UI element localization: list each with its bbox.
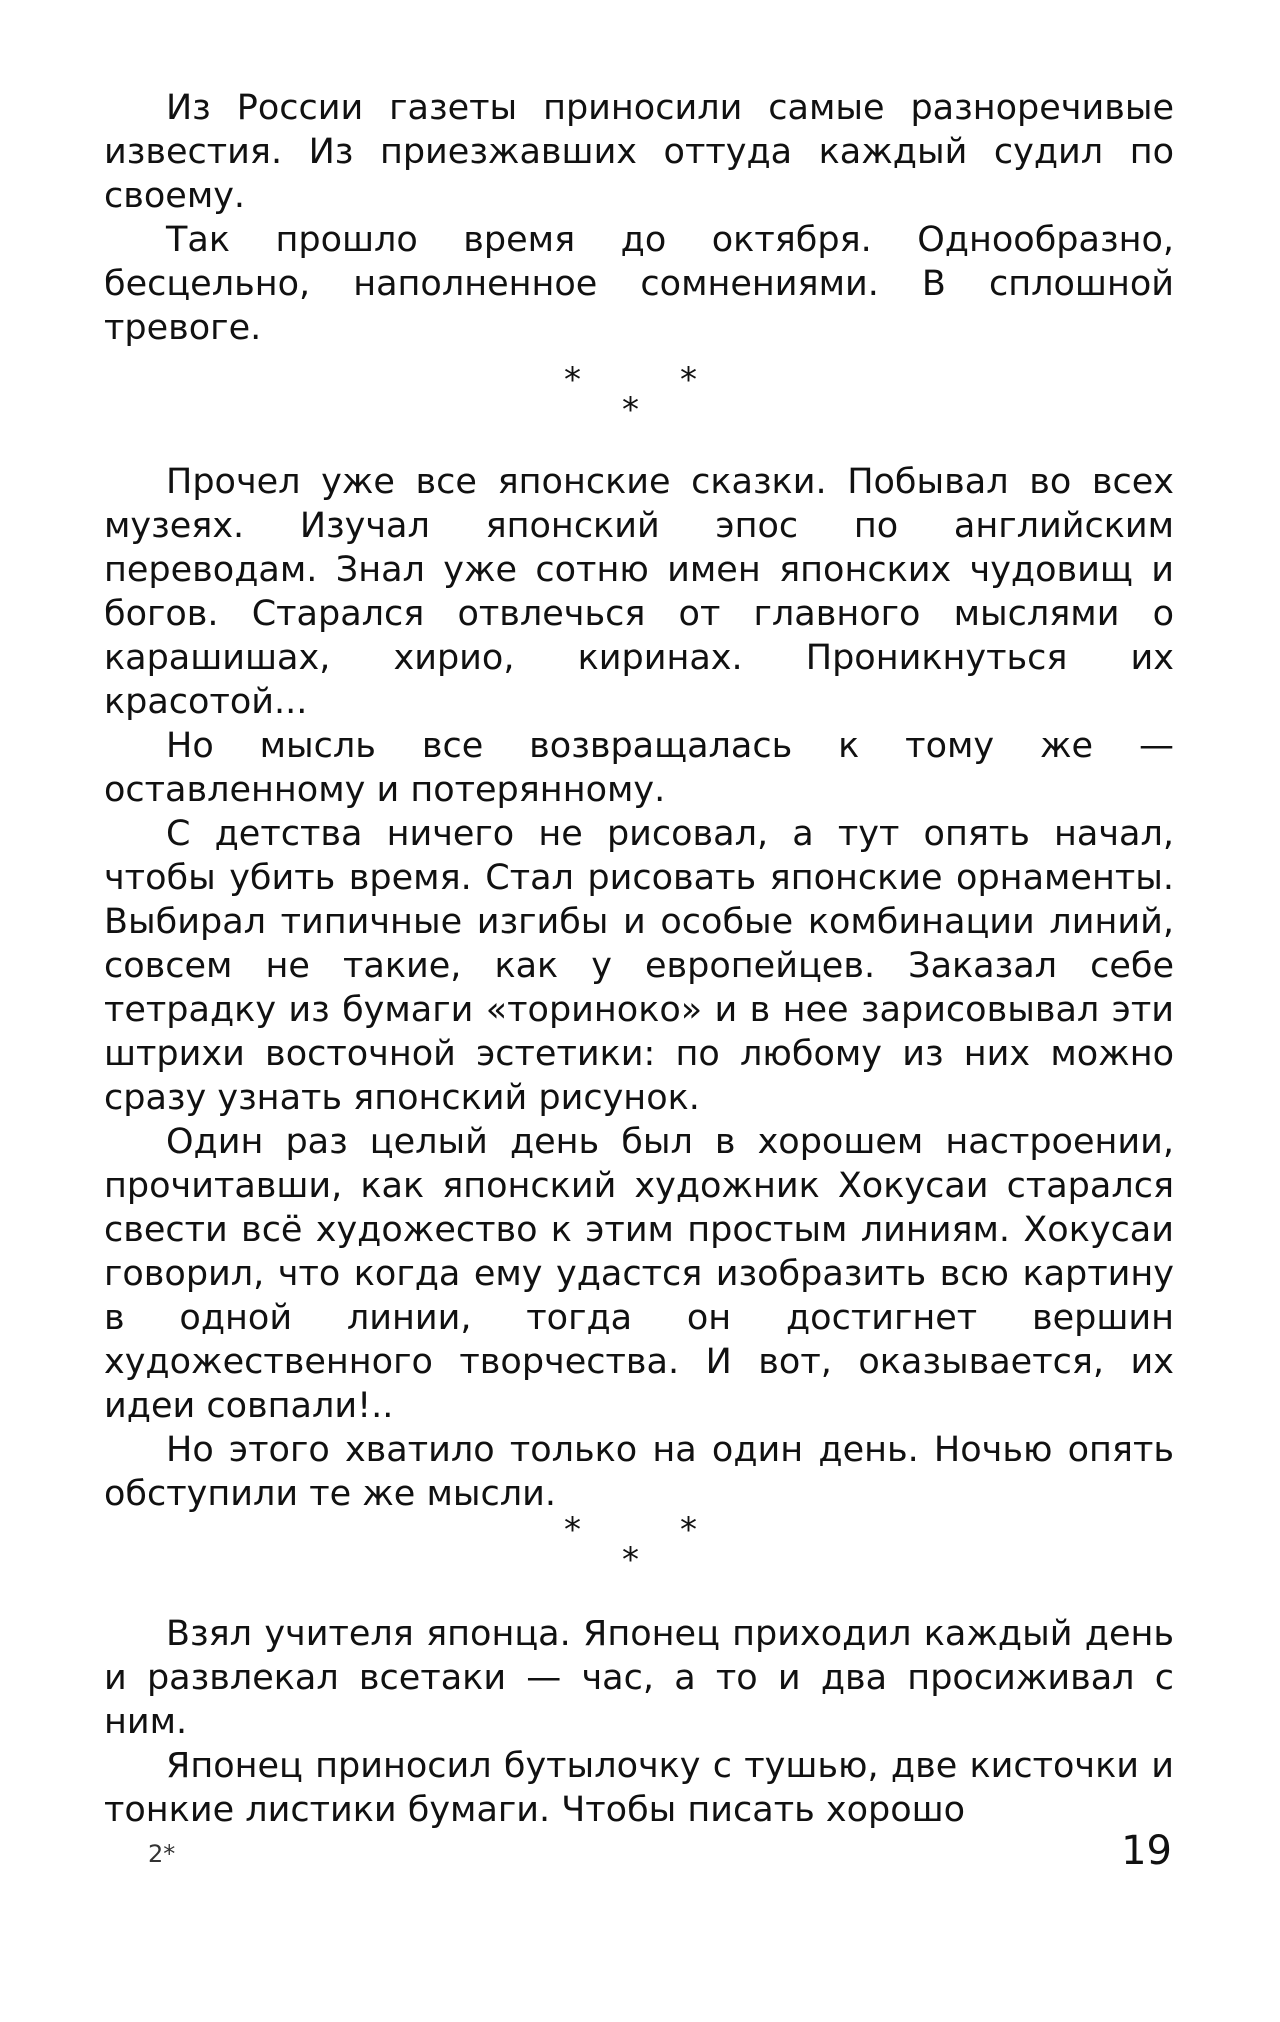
section-separator — [540, 360, 740, 430]
asterisk-mark: * — [564, 1510, 581, 1550]
text-section-2 — [104, 460, 1174, 1516]
paragraph: Один раз целый день был в хорошем настроении, прочитавши, как японский художник Хокусаи старался свести всё художество к этим простым линиям. Хокусаи говорил, что когда ему удастся изобразить всю картину в одной линии, тогда он достигнет вершин художественного творчества. И вот, оказывается, их идеи совпали!.. — [104, 1122, 1174, 1426]
paragraph: С детства ничего не рисовал, а тут опять начал, чтобы убить время. Стал рисовать японские орнаменты. Выбирал типичные изгибы и особые комбинации линий, совсем не такие, как у европейцев. Заказал себе тетрадку из бумаги «ториноко» и в нее зарисовывал эти штрихи восточной эстетики: по любому из них можно сразу узнать японский рисунок. — [104, 814, 1174, 1118]
asterisk-mark: * — [622, 390, 639, 430]
section-separator — [540, 1510, 740, 1580]
asterisk-mark: * — [622, 1540, 639, 1580]
paragraph: Но этого хватило только на один день. Ночью опять обступили те же мысли. — [104, 1430, 1174, 1514]
asterisk-mark: * — [680, 360, 697, 400]
paragraph: Но мысль все возвращалась к тому же — оставленному и потерянному. — [104, 726, 1174, 810]
paragraph: Взял учителя японца. Японец приходил каждый день и развлекал всетаки — час, а то и два просиживал с ним. — [104, 1614, 1174, 1742]
asterisk-mark: * — [564, 360, 581, 400]
paragraph: Прочел уже все японские сказки. Побывал во всех музеях. Изучал японский эпос по английским переводам. Знал уже сотню имен японских чудовищ и богов. Старался отвлечься от главного мыслями о карашишах, хирио, киринах. Проникнуться их красотой... — [104, 462, 1174, 722]
signature-mark: 2* — [148, 1840, 176, 1868]
paragraph: Так прошло время до октября. Однообразно, бесцельно, наполненное сомнениями. В сплошной тревоге. — [104, 220, 1174, 348]
asterisk-mark: * — [680, 1510, 697, 1550]
paragraph: Японец приносил бутылочку с тушью, две кисточки и тонкие листики бумаги. Чтобы писать хорошо — [104, 1746, 1174, 1830]
text-section-3 — [104, 1612, 1174, 1832]
page-number: 19 — [1121, 1828, 1172, 1874]
paragraph: Из России газеты приносили самые разноречивые известия. Из приезжавших оттуда каждый судил по своему. — [104, 88, 1174, 216]
text-section-1 — [104, 86, 1174, 350]
